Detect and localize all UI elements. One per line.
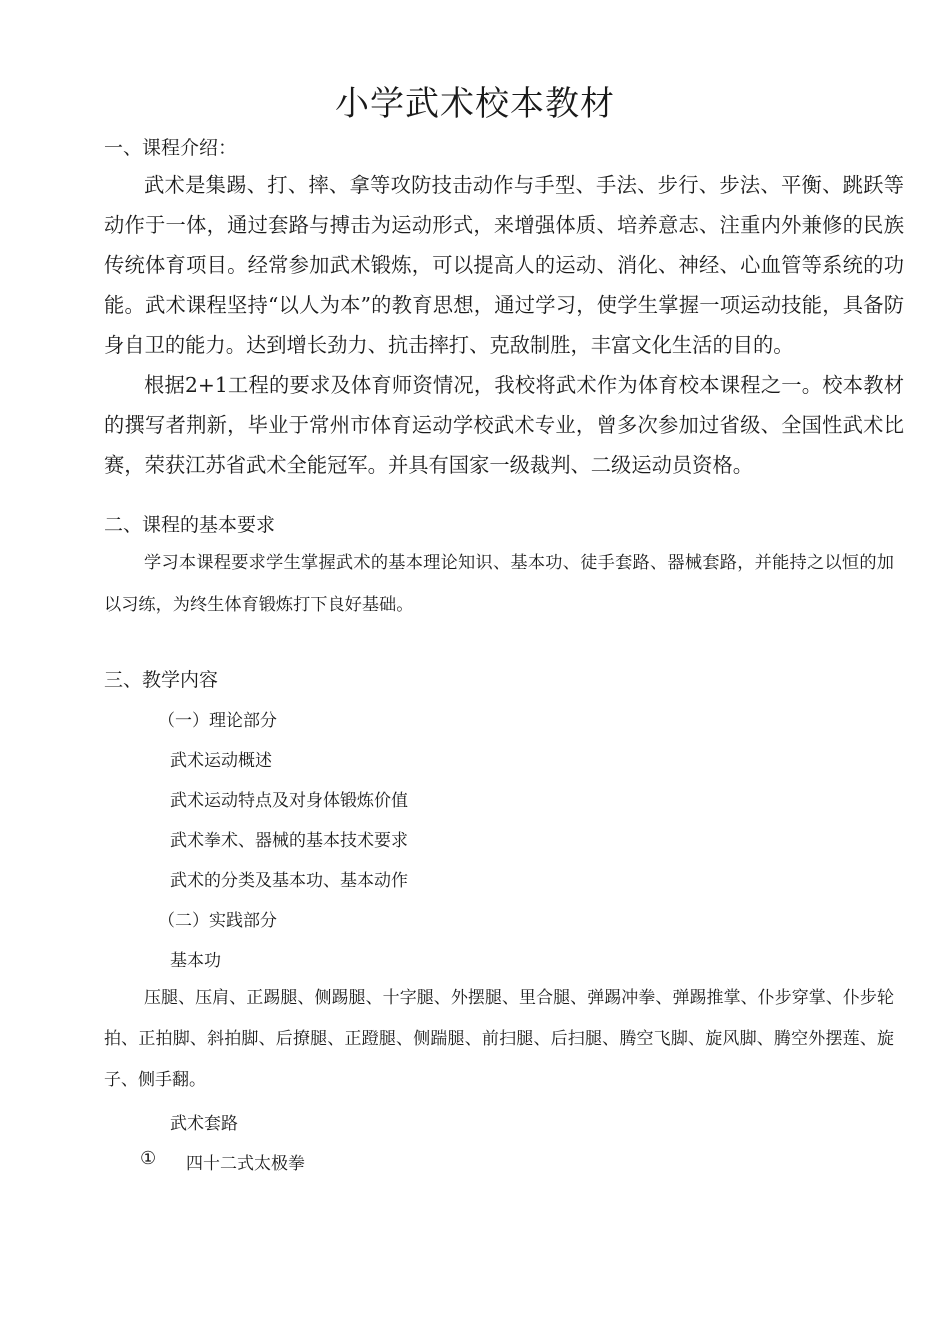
intro-paragraph-2: 根据2+1工程的要求及体育师资情况，我校将武术作为体育校本课程之一。校本教材的撰写者荆新，毕业于常州市体育运动学校武术专业，曾多次参加过省级、全国性武术比赛，荣获江苏省武术全能冠军。并具有国家一级裁判、二级运动员资格。 xyxy=(104,373,904,477)
section-heading-intro: 一、课程介绍： xyxy=(104,137,238,159)
theory-item: 武术拳术、器械的基本技术要求 xyxy=(170,831,408,851)
theory-heading: （一）理论部分 xyxy=(158,711,277,731)
basic-skills-list: 压腿、压肩、正踢腿、侧踢腿、十字腿、外摆腿、里合腿、弹踢冲拳、弹踢推掌、仆步穿掌、仆步轮拍、正拍脚、斜拍脚、后撩腿、正蹬腿、侧踹腿、前扫腿、后扫腿、腾空飞脚、旋风脚、腾空外摆莲、旋子、侧手翻。 xyxy=(104,988,894,1090)
requirements-paragraph: 学习本课程要求学生掌握武术的基本理论知识、基本功、徒手套路、器械套路，并能持之以恒的加以习练，为终生体育锻炼打下良好基础。 xyxy=(104,553,894,615)
list-number-marker: ① xyxy=(140,1148,157,1169)
basic-skills-label: 基本功 xyxy=(170,951,221,971)
section-heading-content: 三、教学内容 xyxy=(104,669,219,691)
routine-label: 武术套路 xyxy=(170,1114,238,1134)
document-title: 小学武术校本教材 xyxy=(335,84,615,124)
routine-item: 四十二式太极拳 xyxy=(186,1154,305,1174)
section-heading-requirements: 二、课程的基本要求 xyxy=(104,514,276,536)
theory-item: 武术运动特点及对身体锻炼价值 xyxy=(170,791,408,811)
intro-paragraph-1: 武术是集踢、打、摔、拿等攻防技击动作与手型、手法、步行、步法、平衡、跳跃等动作于一体，通过套路与搏击为运动形式，来增强体质、培养意志、注重内外兼修的民族传统体育项目。经常参加武术锻炼，可以提高人的运动、消化、神经、心血管等系统的功能。武术课程坚持“以人为本”的教育思想，通过学习，使学生掌握一项运动技能，具备防身自卫的能力。达到增长劲力、抗击摔打、克敌制胜，丰富文化生活的目的。 xyxy=(104,173,904,357)
theory-item: 武术运动概述 xyxy=(170,751,272,771)
practice-heading: （二）实践部分 xyxy=(158,911,277,931)
theory-item: 武术的分类及基本功、基本动作 xyxy=(170,871,408,891)
